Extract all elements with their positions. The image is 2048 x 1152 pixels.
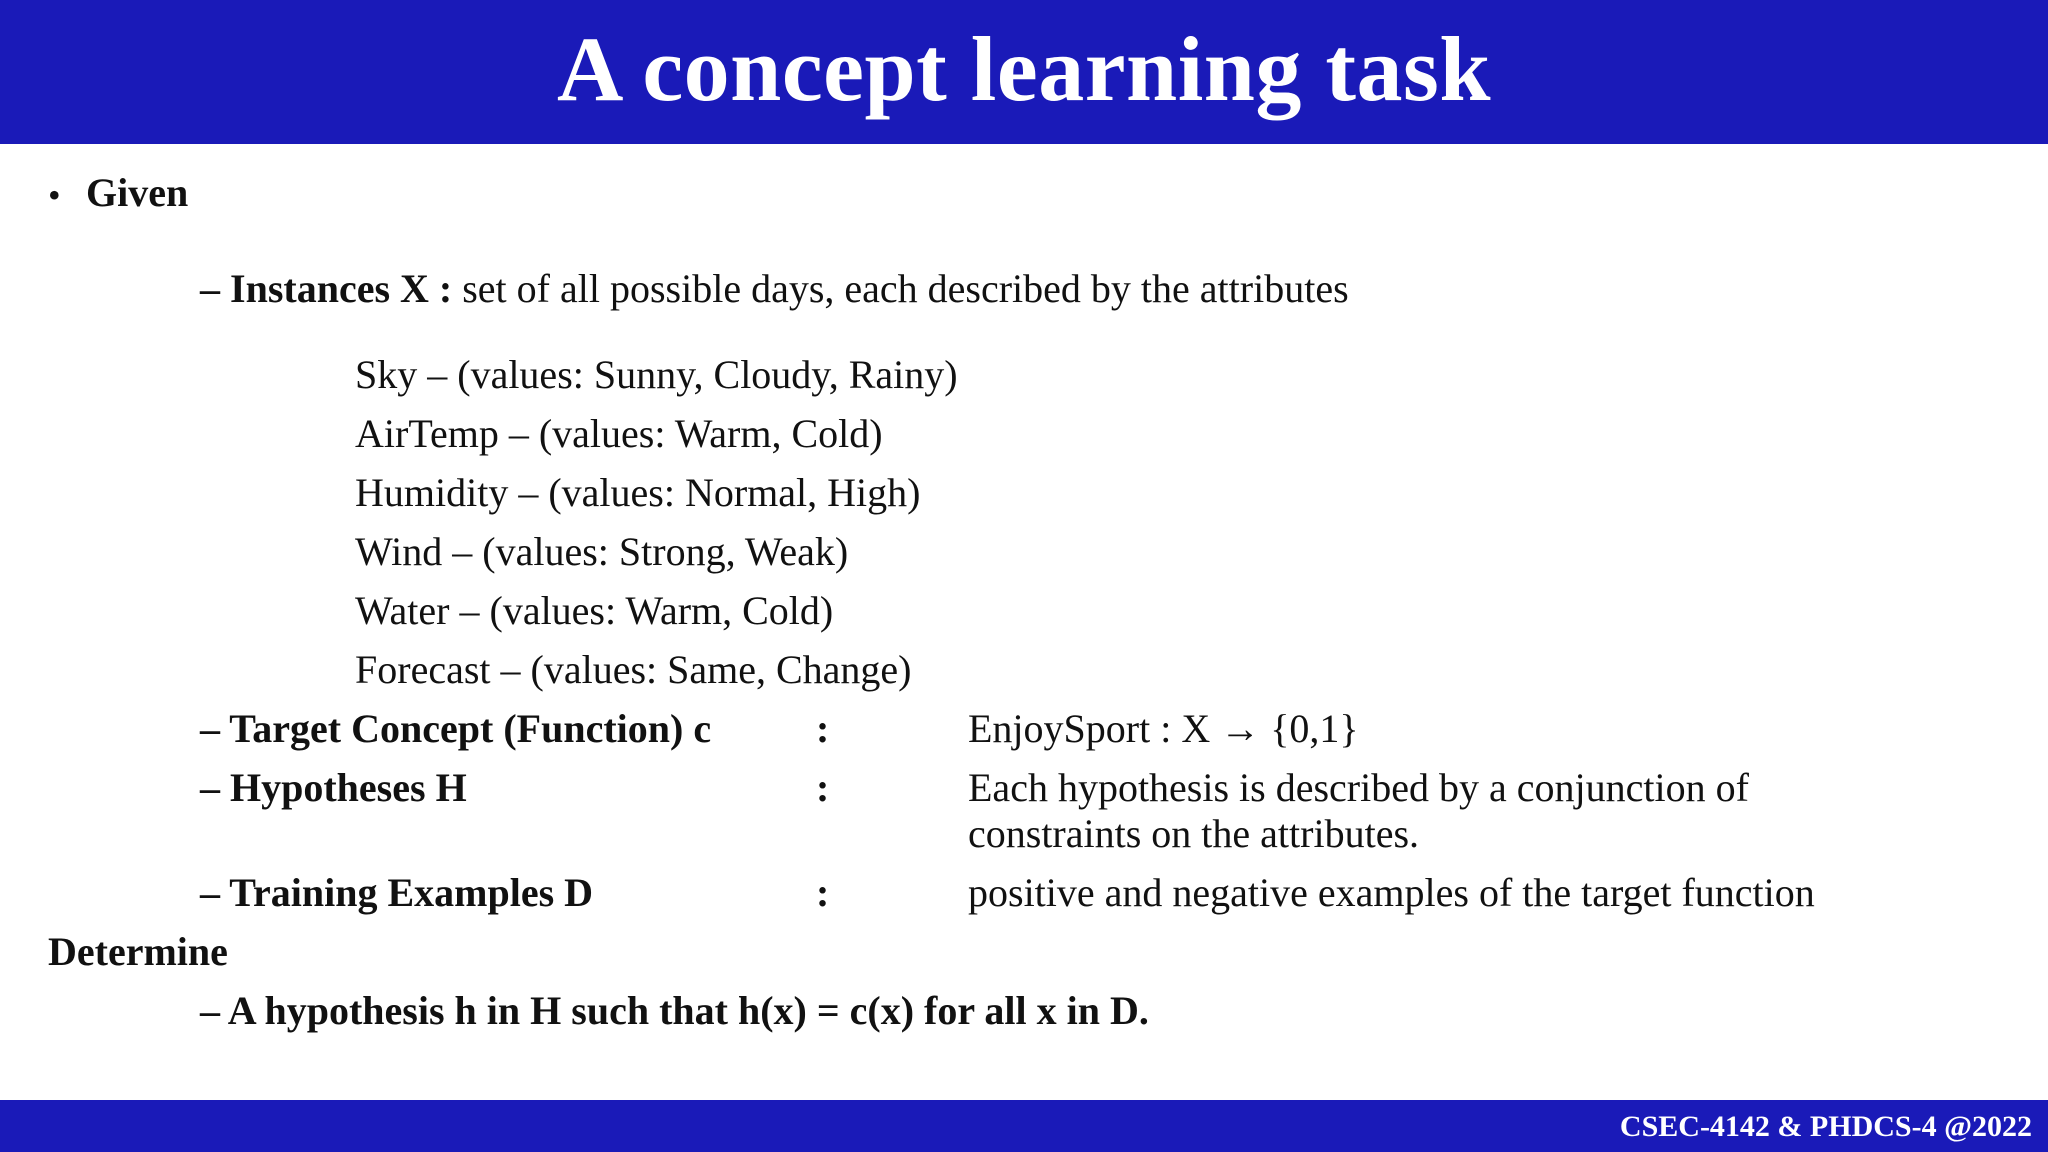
course-code: CSEC-4142 & PHDCS-4 @2022 — [1619, 1110, 2032, 1143]
bullet-icon: • — [48, 175, 61, 215]
instances-text: set of all possible days, each described by the attributes — [452, 266, 1349, 311]
determine-heading: Determine — [48, 929, 228, 974]
target-concept-colon: : — [816, 706, 830, 751]
footer-bar — [0, 1100, 2048, 1152]
attribute-sky: Sky – (values: Sunny, Cloudy, Rainy) — [355, 352, 958, 397]
attribute-water: Water – (values: Warm, Cold) — [355, 588, 834, 633]
title-bar — [0, 0, 2048, 144]
target-concept-value: EnjoySport : X → {0,1} — [968, 706, 1359, 751]
hypotheses-value-line2: constraints on the attributes. — [968, 811, 1420, 856]
attribute-forecast: Forecast – (values: Same, Change) — [355, 647, 912, 692]
hypotheses-label: – Hypotheses H — [200, 765, 467, 810]
hypotheses-value-line1: Each hypothesis is described by a conjunction of — [968, 765, 1749, 810]
slide-title: A concept learning task — [556, 18, 1492, 120]
attribute-humidity: Humidity – (values: Normal, High) — [355, 470, 921, 515]
given-heading: Given — [86, 170, 189, 215]
target-concept-label: – Target Concept (Function) c — [200, 706, 712, 751]
determine-goal: – A hypothesis h in H such that h(x) = c(x) for all x in D. — [200, 988, 1149, 1033]
training-examples-colon: : — [816, 870, 830, 915]
instances-label: – Instances X : — [200, 266, 453, 311]
attribute-wind: Wind – (values: Strong, Weak) — [355, 529, 849, 574]
attribute-airtemp: AirTemp – (values: Warm, Cold) — [355, 411, 883, 456]
instances-line — [200, 266, 1349, 312]
training-examples-label: – Training Examples D — [200, 870, 594, 915]
training-examples-value: positive and negative examples of the target function — [968, 870, 1815, 915]
hypotheses-colon: : — [816, 765, 830, 810]
